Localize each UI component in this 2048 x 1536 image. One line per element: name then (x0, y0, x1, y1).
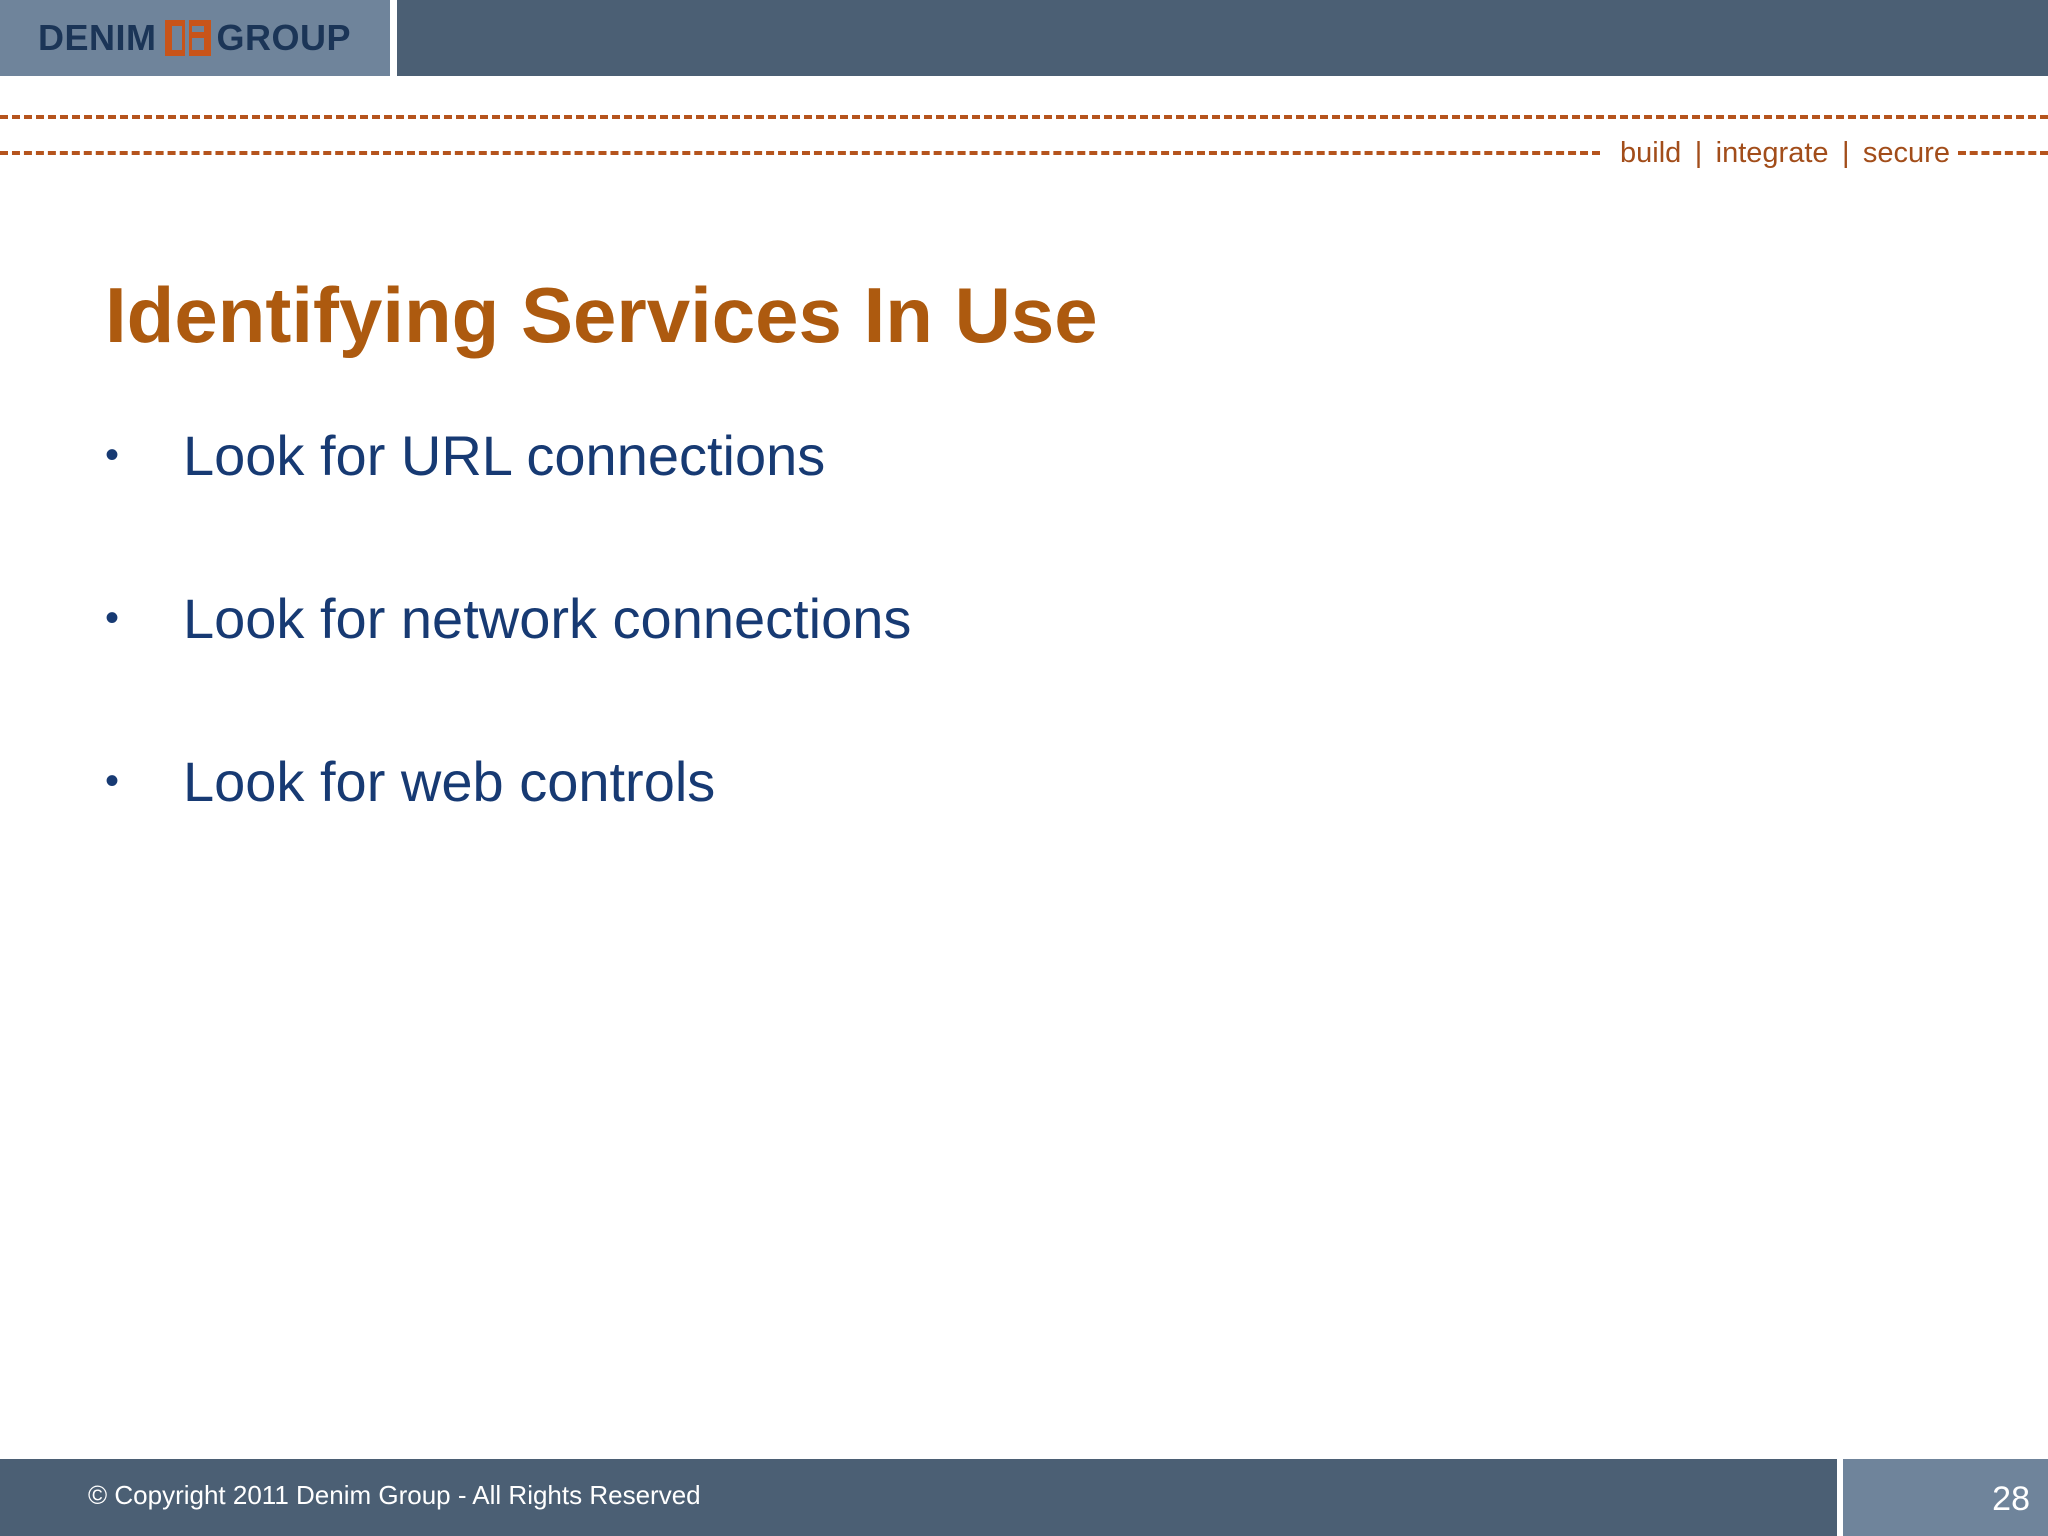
decorative-dashed-line-bottom (0, 151, 1600, 155)
tagline-integrate: integrate (1715, 136, 1829, 169)
bullet-item (105, 746, 911, 816)
tagline (1620, 133, 1950, 173)
header-logo-box (0, 0, 390, 76)
bullet-text: Look for web controls (183, 749, 716, 813)
denim-group-logo (38, 14, 351, 62)
tagline-secure: secure (1862, 136, 1950, 169)
slide-title: Identifying Services In Use (105, 271, 1098, 359)
bullet-text: Look for URL connections (183, 423, 826, 487)
header-bar (397, 0, 2048, 76)
bullet-icon: • (105, 595, 120, 640)
bullet-icon: • (105, 432, 120, 477)
logo-text-group: GROUP (216, 17, 352, 58)
tagline-build: build (1620, 136, 1682, 169)
tagline-separator: | (1694, 136, 1703, 169)
bullet-text: Look for network connections (183, 586, 912, 650)
bullet-icon: • (105, 758, 120, 803)
decorative-dashed-line-top (0, 115, 2048, 119)
copyright-text: © Copyright 2011 Denim Group - All Rights Reserved (88, 1480, 701, 1510)
decorative-dashed-line-bottom-end (1958, 151, 2048, 155)
logo-text-denim: DENIM (38, 17, 157, 58)
tagline-separator: | (1841, 136, 1850, 169)
bullet-item (105, 583, 911, 653)
dg-logo-mark-icon (163, 16, 213, 60)
bullet-list (105, 420, 911, 909)
page-number: 28 (1992, 1480, 2030, 1518)
bullet-item (105, 420, 911, 490)
